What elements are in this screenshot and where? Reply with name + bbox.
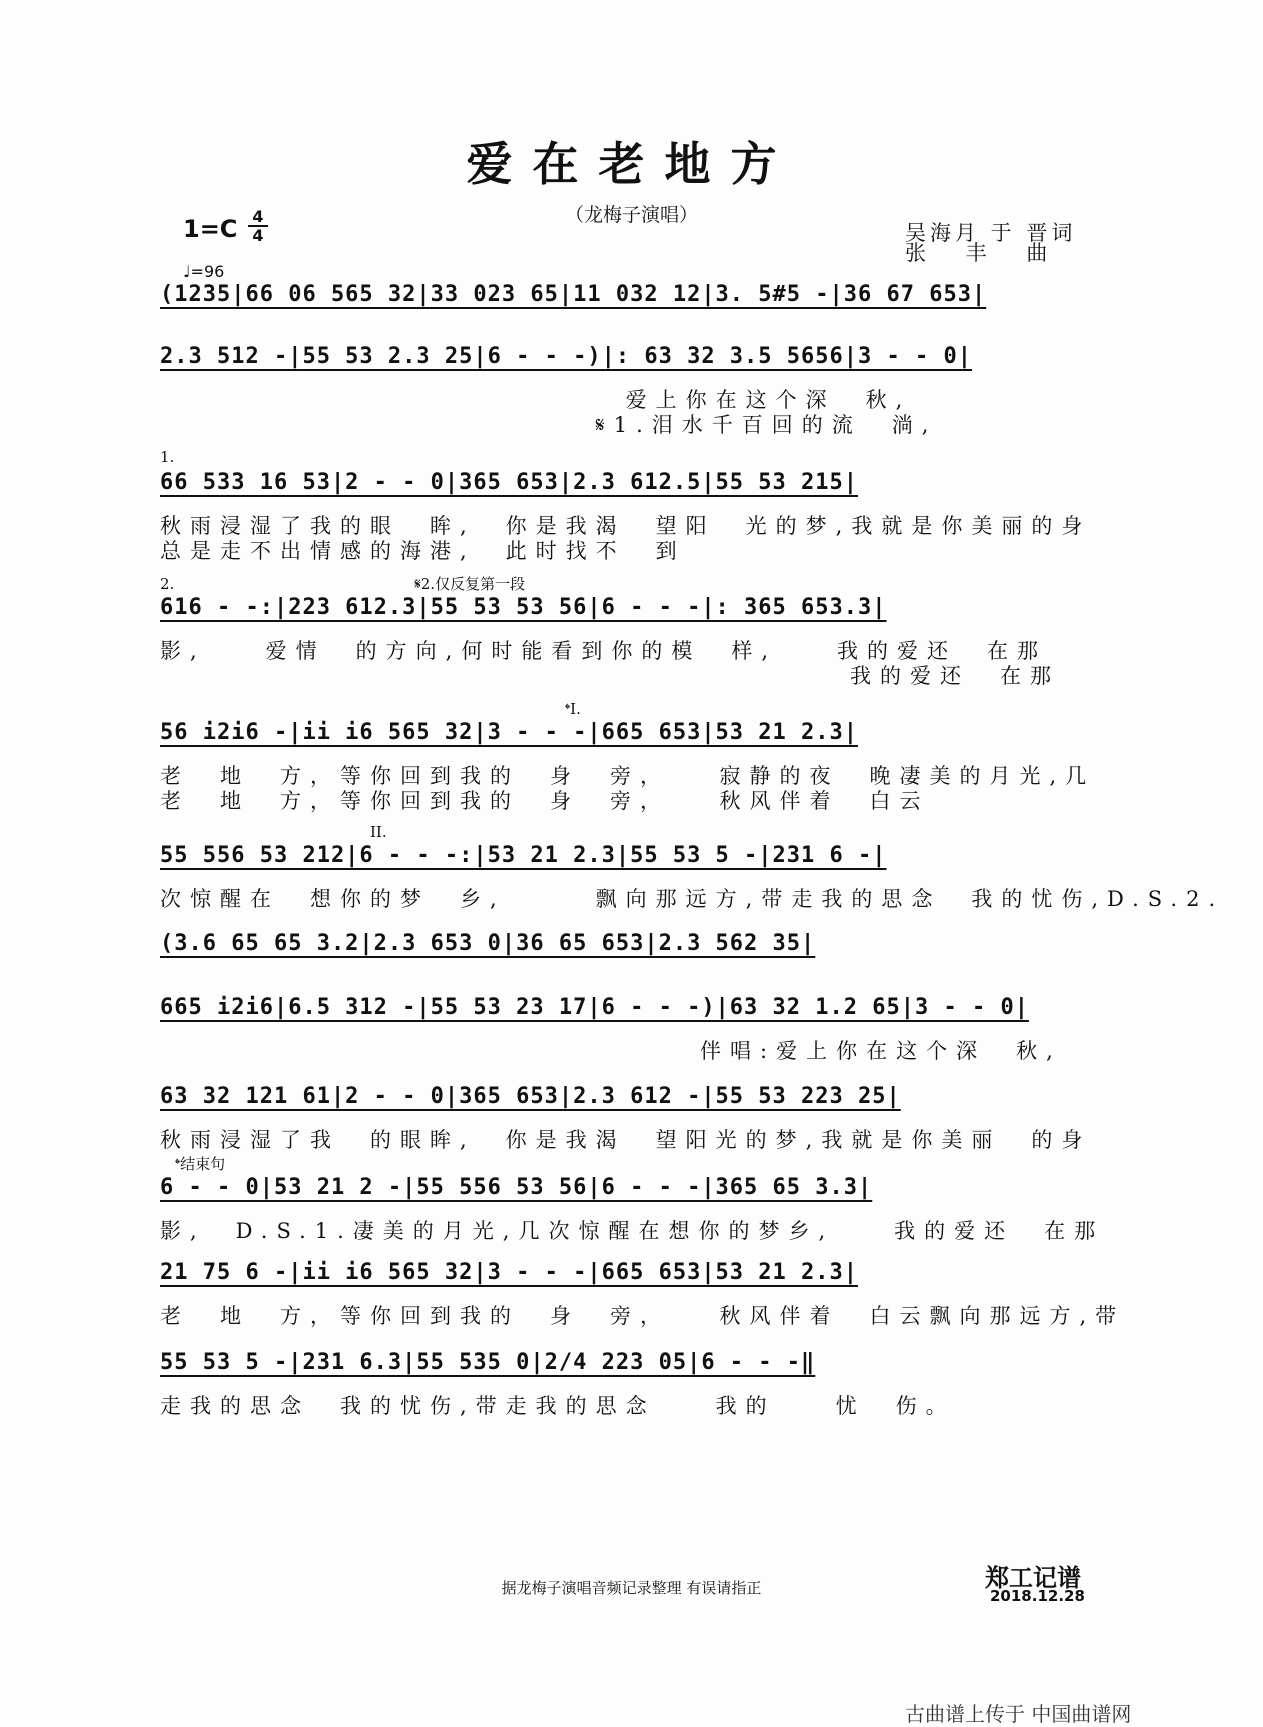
repeat-mark: 𝄌I.	[160, 700, 581, 718]
lyric-line: 老 地 方，等你回到我的 身 旁， 秋风伴着 白云飘向那远方,带	[160, 1304, 1126, 1328]
notation-line: 56 i2i6 -|ii i6 565 32|3 - - -|665 653|53 21 2.3|	[160, 720, 859, 745]
footer-note: 据龙梅子演唱音频记录整理 有误请指正	[501, 1579, 762, 1597]
lyric-line: 爱上你在这个深 秋,	[160, 388, 912, 412]
staff-line	[160, 575, 1095, 705]
repeat-mark: 1.	[160, 448, 175, 466]
notation-line: 2.3 512 -|55 53 2.3 25|6 - - -)|: 63 32 3.5 5656|3 - - 0|	[160, 344, 972, 369]
lyric-line: 影, 爱情 的方向,何时能看到你的模 样, 我的爱还 在那	[160, 639, 1048, 663]
lyric-line: 𝄋1.泪水千百回的流 淌,	[160, 413, 938, 437]
notation-line: 21 75 6 -|ii i6 565 32|3 - - -|665 653|53 21 2.3|	[160, 1260, 859, 1285]
lyric-line: 老 地 方，等你回到我的 身 旁， 秋风伴着 白云	[160, 789, 930, 813]
lyricist-credit: 吴海月 于 晋词	[905, 221, 1077, 245]
notation-line: 55 53 5 -|231 6.3|55 535 0|2/4 223 05|6 - - -‖	[160, 1350, 816, 1375]
tempo-marking: ♩=96	[183, 262, 225, 281]
transcriber-brand: 郑工记谱	[985, 1564, 1081, 1592]
lyric-line: 走我的思念 我的忧伤,带走我的思念 我的 忧 伤。	[160, 1394, 956, 1418]
key-signature: 1=C	[183, 215, 238, 243]
composer-credit: 张 丰 曲	[905, 241, 1052, 265]
notation-line: 63 32 121 61|2 - - 0|365 653|2.3 612 -|55 53 223 25|	[160, 1084, 901, 1109]
site-watermark: 古曲谱上传于 中国曲谱网	[905, 1702, 1132, 1726]
song-subtitle: （龙梅子演唱）	[564, 204, 698, 226]
notation-line: (3.6 65 65 3.2|2.3 653 0|36 65 653|2.3 562 35|	[160, 931, 816, 956]
staff-line	[160, 700, 1096, 830]
notation-line: 55 556 53 212|6 - - -:|53 21 2.3|55 53 5 -|231 6 -|	[160, 843, 887, 868]
notation-line: 616 - -:|223 612.3|55 53 53 56|6 - - -|: 365 653.3|	[160, 595, 887, 620]
notation-line: 6 - - 0|53 21 2 -|55 556 53 56|6 - - -|365 65 3.3|	[160, 1175, 873, 1200]
transcription-date: 2018.12.28	[990, 1587, 1085, 1605]
repeat-mark: II.	[160, 823, 387, 841]
lyric-line: 老 地 方，等你回到我的 身 旁， 寂静的夜 晚凄美的月光,几	[160, 764, 1096, 788]
song-title: 爱在老地方	[466, 137, 797, 191]
lyric-line: 秋雨浸湿了我 的眼眸, 你是我渴 望阳光的梦,我就是你美丽 的身	[160, 1128, 1092, 1152]
notation-line: 665 i2i6|6.5 312 -|55 53 23 17|6 - - -)|63 32 1.2 65|3 - - 0|	[160, 995, 1029, 1020]
notation-line: 66 533 16 53|2 - - 0|365 653|2.3 612.5|55 53 215|	[160, 470, 859, 495]
lyric-line: 影, D.S.1.凄美的月光,几次惊醒在想你的梦乡, 我的爱还 在那	[160, 1219, 1105, 1243]
lyric-line: 伴唱:爱上你在这个深 秋,	[160, 1039, 1062, 1063]
staff-line	[160, 344, 1095, 454]
repeat-mark: 𝄌结束句	[160, 1155, 226, 1173]
time-signature	[248, 208, 268, 244]
lyric-line: 秋雨浸湿了我的眼 眸, 你是我渴 望阳 光的梦,我就是你美丽的身	[160, 514, 1092, 538]
lyric-line: 次惊醒在 想你的梦 乡, 飘向那远方,带走我的思念 我的忧伤,D.S.2.	[160, 887, 1225, 911]
repeat-mark: 2. 𝄋2.仅反复第一段	[160, 575, 526, 593]
lyric-line: 总是走不出情感的海港, 此时找不 到	[160, 539, 686, 563]
time-signature-bottom: 4	[252, 226, 264, 245]
lyric-line: 我的爱还 在那	[160, 664, 1060, 688]
notation-line: (1235|66 06 565 32|33 023 65|11 032 12|3. 5#5 -|36 67 653|	[160, 282, 987, 307]
time-signature-top: 4	[248, 208, 268, 227]
staff-line	[160, 1350, 1095, 1460]
staff-line	[160, 448, 1095, 580]
